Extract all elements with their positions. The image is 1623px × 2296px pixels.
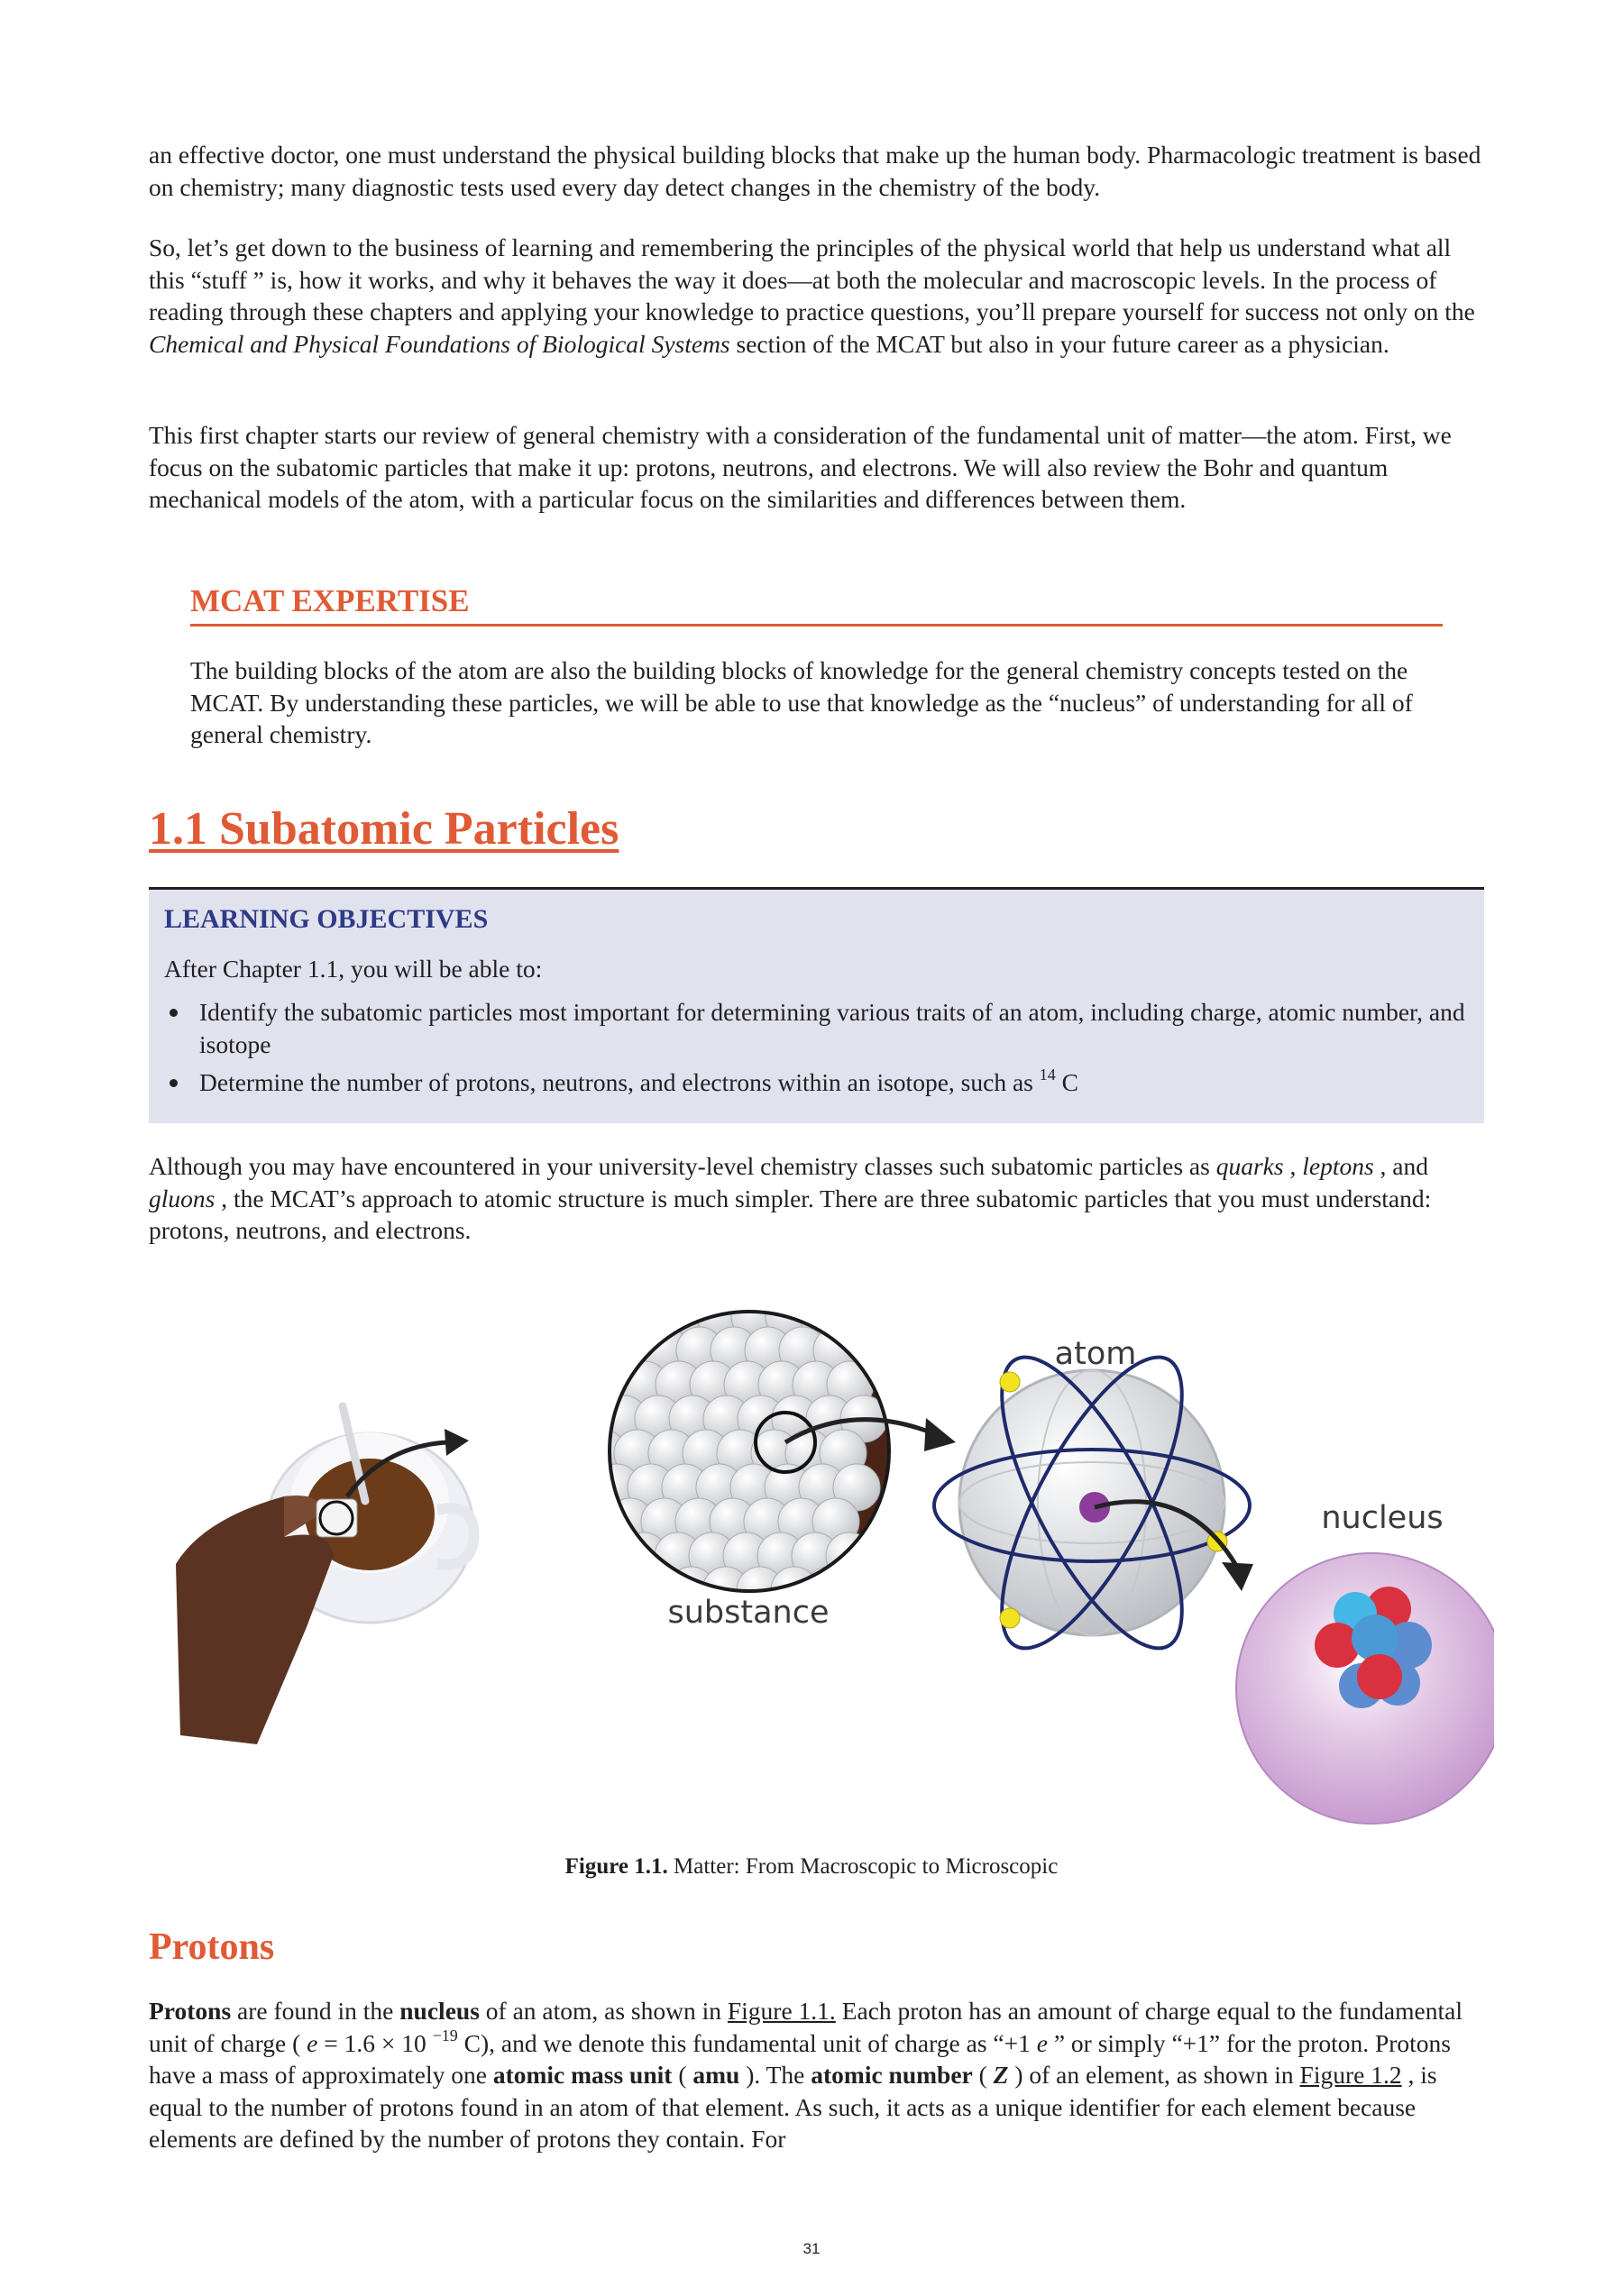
text-run: C), and we denote this fundamental unit of charge as “+1 [457, 2028, 1037, 2057]
text-run: ). The [739, 2061, 812, 2089]
text-run: Determine the number of protons, neutrons, and electrons within an isotope, such as [199, 1068, 1040, 1096]
page-number: 31 [802, 2240, 821, 2257]
text-run: , and [1373, 1152, 1429, 1180]
figure-caption [0, 1854, 1623, 1880]
intro-paragraph-2 [149, 232, 1488, 360]
section-heading[interactable]: 1.1 Subatomic Particles [149, 803, 619, 855]
substance-magnified-illustration [565, 1293, 956, 1614]
figure-illustration [149, 1267, 1501, 1825]
objective-item [164, 1066, 1481, 1099]
molecule-sphere [573, 1498, 619, 1545]
text-run: ( [672, 2061, 693, 2089]
exponent: −19 [432, 2026, 458, 2044]
term-gluons: gluons [149, 1184, 215, 1212]
mcat-expertise-body: The building blocks of the atom are also the building blocks of knowledge for the general chemistry concepts tested on the MCAT. By understanding these particles, we will be able to use that knowledge as the “nucleus” of understanding for all of general chemistry. [190, 656, 1413, 748]
text-run: ( [972, 2061, 994, 2089]
mass-number-superscript: 14 [1039, 1066, 1056, 1084]
text-run: = 1.6 × 10 [317, 2028, 433, 2057]
mcat-expertise-divider [190, 624, 1443, 627]
figure-matter-scale [149, 1267, 1501, 1825]
molecule-sphere [834, 1293, 881, 1340]
subatomic-paragraph [149, 1150, 1488, 1247]
text-run: ” or simply “+1” for the proton. Protons have a mass of approximately one [149, 2028, 1452, 2089]
section-name-italic: Chemical and Physical Foundations of Biological Systems [149, 329, 730, 358]
objective-item: Identify the subatomic particles most important for determining various traits of an atom, including charge, atomic number, and isotope [164, 996, 1481, 1060]
symbol-e: e [1036, 2028, 1048, 2057]
protons-paragraph [149, 1995, 1488, 2155]
text-run: Each proton has an amount of charge equal to the fundamental unit of charge ( [149, 1997, 1463, 2057]
learning-objectives-intro: After Chapter 1.1, you will be able to: [164, 955, 543, 983]
text-run: are found in the [231, 1997, 400, 2025]
text-run: of an atom, as shown in [479, 1997, 728, 2025]
figure-1-1-link[interactable]: Figure 1.1. [727, 1997, 836, 2025]
intro-paragraph-1: an effective doctor, one must understand the physical building blocks that make up the human body. Pharmacologic treatment is based on chemistry; many diagnostic tests used every day detect changes in the chemistry of the body. [149, 141, 1481, 201]
text-run: So, let’s get down to the business of learning and remembering the principles of the physical world that help us understand what all this “stuff ” is, how it works, and why it behaves the way it does—at both the molecular and macroscopic levels. In the process of reading through these chapters and applying your knowledge to practice questions, you’ll prepare yourself for success not only on the [149, 233, 1475, 325]
term-nucleus: nucleus [399, 1997, 480, 2025]
protons-heading: Protons [149, 1926, 275, 1968]
molecule-sphere [586, 1532, 633, 1579]
molecule-sphere [600, 1567, 646, 1614]
learning-objectives-list [164, 996, 1481, 1105]
text-run: Although you may have encountered in your university-level chemistry classes such subatomic particles as [149, 1152, 1216, 1180]
term-amu: amu [692, 2061, 740, 2089]
term-quarks: quarks [1215, 1152, 1284, 1180]
symbol-e: e [307, 2028, 318, 2057]
label-atom: atom [1054, 1336, 1137, 1372]
electron-icon [1000, 1372, 1020, 1392]
symbol-z: Z [993, 2061, 1009, 2089]
figure-caption-text: Matter: From Macroscopic to Microscopic [667, 1854, 1059, 1879]
molecule-sphere [594, 1293, 641, 1340]
atom-illustration [934, 1334, 1253, 1671]
text-run: ) of an element, as shown in [1008, 2061, 1300, 2089]
electron-icon [1000, 1608, 1020, 1628]
mcat-expertise-title: MCAT EXPERTISE [190, 583, 470, 618]
term-leptons: leptons [1302, 1152, 1374, 1180]
term-atomic-number: atomic number [811, 2061, 973, 2089]
figure-number: Figure 1.1. [564, 1854, 668, 1879]
nucleus-illustration [1236, 1553, 1501, 1824]
learning-objectives-box [149, 887, 1484, 1123]
label-nucleus: nucleus [1321, 1500, 1444, 1536]
element-symbol: C [1055, 1068, 1078, 1096]
learning-objectives-title: LEARNING OBJECTIVES [164, 904, 489, 934]
text-run: section of the MCAT but also in your future career as a physician. [729, 329, 1389, 358]
text-run: , the MCAT’s approach to atomic structure is much simpler. There are three subatomic particles that you must understand: protons, neutrons, and electrons. [149, 1184, 1432, 1244]
term-atomic-mass-unit: atomic mass unit [492, 2061, 673, 2089]
molecule-sphere [826, 1532, 873, 1579]
molecule-sphere [565, 1567, 612, 1614]
molecule-sphere [628, 1293, 675, 1340]
figure-1-2-link[interactable]: Figure 1.2 [1299, 2061, 1402, 2089]
term-protons: Protons [149, 1997, 232, 2025]
tea-cup-hand-illustration [176, 1406, 474, 1744]
text-run: , [1283, 1152, 1303, 1180]
intro-paragraph-3: This first chapter starts our review of general chemistry with a consideration of the fundamental unit of matter—the atom. First, we focus on the subatomic particles that make it up: protons, neutrons, and electrons. We will also review the Bohr and quantum mechanical models of the atom, with a particular focus on the similarities and differences between them. [149, 421, 1452, 513]
text-run: , is equal to the number of protons found in an atom of that element. As such, it acts as a unique identifier for each element because elements are defined by the number of protons they contain. For [149, 2061, 1437, 2153]
label-substance: substance [667, 1595, 830, 1631]
